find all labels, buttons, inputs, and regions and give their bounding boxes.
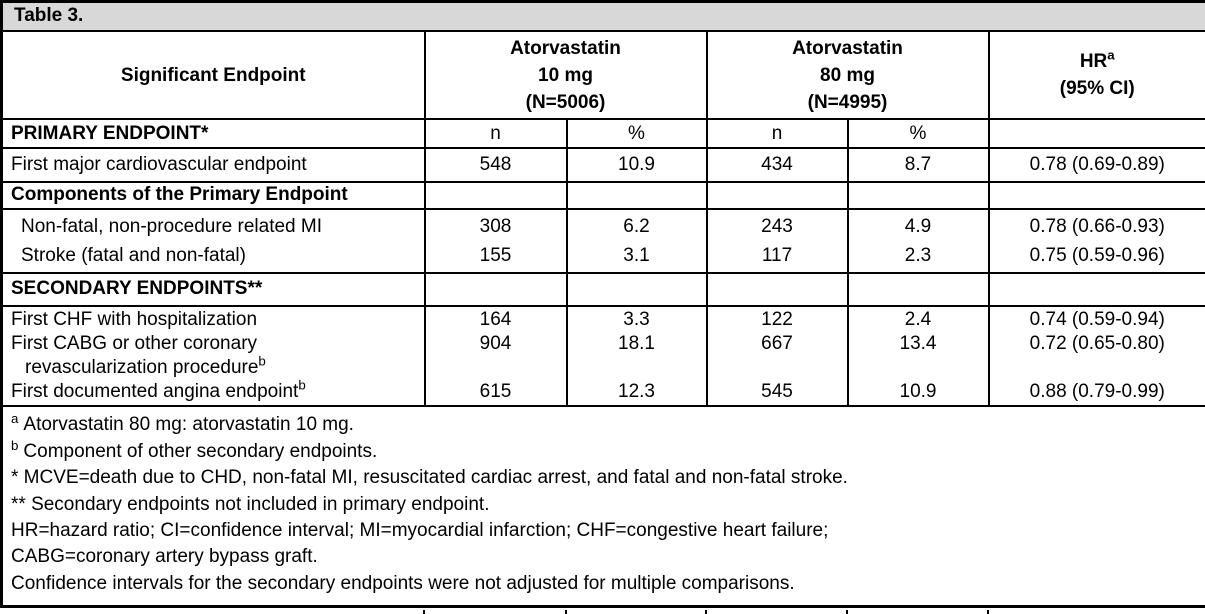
footnotes-cell (2, 406, 1205, 606)
column-divider-stub (565, 610, 567, 614)
secondary-data-block (2, 306, 1205, 407)
footnote-abbreviations-2: CABG=coronary artery bypass graft. (11, 546, 318, 568)
hr-cell: 0.74 (0.59-0.94) 0.72 (0.65-0.80) 0.88 (0.79-0.99) (989, 306, 1205, 407)
n-80mg-cell: 122 667 545 (707, 306, 848, 407)
header-line: (N=5006) (525, 91, 606, 113)
endpoint-label: First CHF with hospitalization (11, 308, 258, 330)
pct-80mg-cell: 4.9 2.3 (848, 209, 989, 273)
column-header-atorvastatin-80mg (707, 31, 989, 120)
footnote-b: $^b$ Component of other secondary endpoints. (11, 437, 378, 462)
section-label-primary-endpoint: PRIMARY ENDPOINT* (2, 119, 425, 148)
header-line: 80 mg (820, 64, 875, 86)
footnote-marker: b (258, 353, 266, 369)
endpoint-label: First documented angina endpoint$^b$ (11, 377, 306, 402)
endpoint-label-continuation: revascularization procedure$^b$ (25, 353, 266, 378)
column-header-atorvastatin-10mg (425, 31, 707, 120)
n-80mg-cell: 243 117 (707, 209, 848, 273)
components-data-block (2, 209, 1205, 273)
table-title: Table 3. (2, 2, 1205, 31)
empty-cell (848, 273, 989, 306)
subcol-hr-empty (989, 119, 1205, 148)
footnote-marker: b (11, 437, 19, 453)
column-divider-stub (846, 610, 848, 614)
n-10mg-cell: 308 155 (425, 209, 567, 273)
footnote-marker: a (11, 411, 19, 427)
endpoint-label-block (2, 209, 425, 273)
header-line: $HR^a$ (1079, 47, 1115, 73)
header-line: 10 mg (538, 64, 593, 86)
empty-cell (848, 182, 989, 209)
empty-cell (989, 273, 1205, 306)
footnotes-row (2, 406, 1205, 606)
footnote-ci-note: Confidence intervals for the secondary endpoints were not adjusted for multiple comparisons. (11, 572, 795, 594)
n-10mg-cell: 164 904 615 (425, 306, 567, 407)
column-divider-stub (423, 610, 425, 614)
empty-cell (425, 182, 567, 209)
endpoint-label: Non-fatal, non-procedure related MI (21, 215, 322, 237)
pct-80mg-cell: 8.7 (848, 148, 989, 182)
hr-footnote-marker: a (1107, 47, 1115, 63)
n-80mg-cell: 434 (707, 148, 848, 182)
hr-cell: 0.78 (0.69-0.89) (989, 148, 1205, 182)
section-label-secondary: SECONDARY ENDPOINTS** (2, 273, 425, 306)
column-divider-stub (987, 610, 989, 614)
footnote-marker: b (298, 377, 306, 393)
empty-cell (989, 182, 1205, 209)
section-label-components: Components of the Primary Endpoint (2, 182, 425, 209)
empty-cell (425, 273, 567, 306)
pct-10mg-cell: 10.9 (567, 148, 707, 182)
empty-cell (707, 182, 848, 209)
primary-endpoint-header-row (2, 119, 1205, 148)
subcol-pct-80mg: % (848, 119, 989, 148)
pct-80mg-cell: 2.4 13.4 10.9 (848, 306, 989, 407)
header-line: (95% CI) (1059, 78, 1135, 100)
footnote-abbreviations-1: HR=hazard ratio; CI=confidence interval; MI=myocardial infarction; CHF=congestive heart failure; (11, 520, 829, 542)
empty-cell (567, 273, 707, 306)
column-header-hr (989, 31, 1205, 120)
table-title-row (2, 2, 1205, 31)
empty-cell (567, 182, 707, 209)
n-10mg-cell: 548 (425, 148, 567, 182)
header-line: (N=4995) (807, 91, 888, 113)
footnote-a: $^a$ Atorvastatin 80 mg: atorvastatin 10 mg. (11, 411, 354, 436)
footnote-star: * MCVE=death due to CHD, non-fatal MI, resuscitated cardiac arrest, and fatal and non-fatal stroke. (11, 467, 848, 489)
pct-10mg-cell: 3.3 18.1 12.3 (567, 306, 707, 407)
secondary-section-row (2, 273, 1205, 306)
endpoint-label: First CABG or other coronary (11, 332, 258, 354)
table-row-first-major-cv-endpoint (2, 148, 1205, 182)
endpoint-label: First major cardiovascular endpoint (2, 148, 425, 182)
endpoint-label: Stroke (fatal and non-fatal) (21, 244, 246, 266)
pct-10mg-cell: 6.2 3.1 (567, 209, 707, 273)
header-line: Atorvastatin (510, 37, 621, 59)
column-divider-stub (705, 610, 707, 614)
subcol-pct-10mg: % (567, 119, 707, 148)
empty-cell (707, 273, 848, 306)
column-header-row (2, 31, 1205, 120)
header-line: Atorvastatin (792, 37, 903, 59)
subcol-n-80mg: n (707, 119, 848, 148)
components-section-row (2, 182, 1205, 209)
endpoint-label-block (2, 306, 425, 407)
column-header-significant-endpoint: Significant Endpoint (2, 31, 425, 120)
hr-cell: 0.78 (0.66-0.93) 0.75 (0.59-0.96) (989, 209, 1205, 273)
footnote-double-star: ** Secondary endpoints not included in primary endpoint. (11, 493, 490, 515)
subcol-n-10mg: n (425, 119, 567, 148)
